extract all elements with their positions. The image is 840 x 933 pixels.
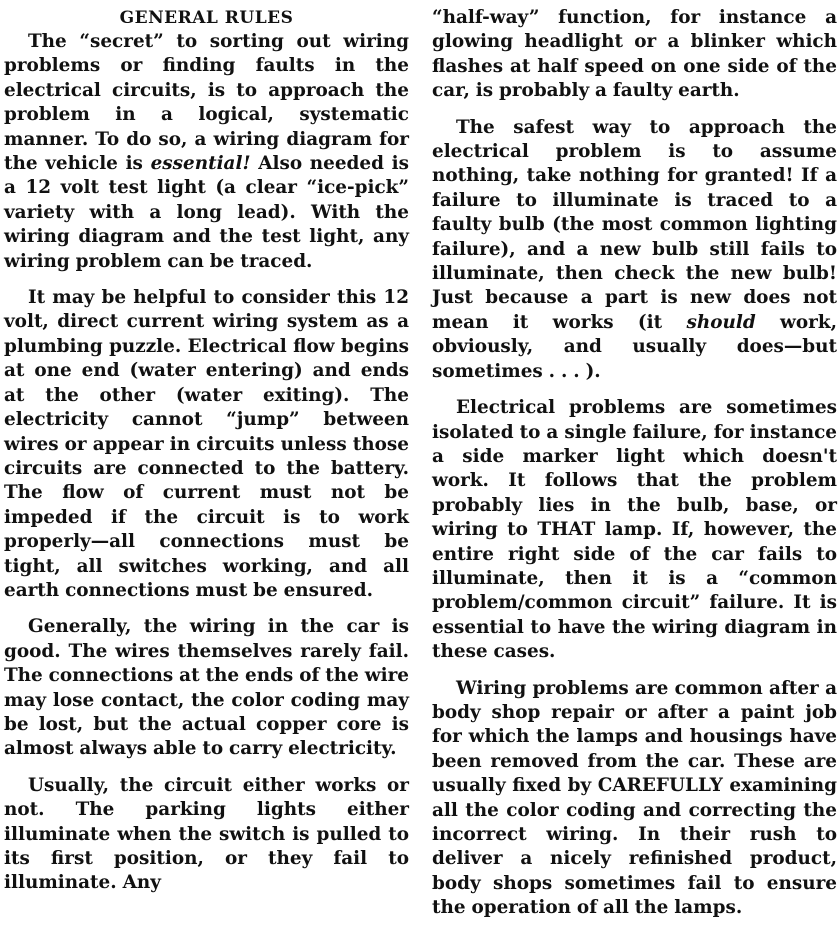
paragraph-text: Also needed is a 12 volt test light (a clear “ice-pick” variety with a long lead). With the wiring diagram and the test light, any wiring problem can be traced. (4, 153, 409, 272)
paragraph-body-shop: Wiring problems are common after a body shop repair or after a paint job for which the lamps and housings have been removed from the car. These are usually fixed by CAREFULLY examining all the color coding and correcting the incorrect wiring. In their rush to deliver a nicely refinished product, body shops sometimes fail to ensure the operation of all the lamps. (432, 677, 837, 919)
paragraph-text: The “secret” to sorting out wiring problems or finding faults in the electrical circuits, is to approach the problem in a logical, systematic manner. To do so, a wiring diagram for the vehicle is (4, 31, 409, 175)
paragraph-half-way: “half-way” function, for instance a glowing headlight or a blinker which flashes at half speed on one side of the car, is probably a faulty earth. (432, 7, 837, 102)
paragraph-text: work, obviously, and usually does—but sometimes . . . ). (432, 311, 837, 382)
paragraph-text: The safest way to approach the electrical problem is to assume nothing, take nothing for granted! If a failure to illuminate is traced to a faulty bulb (the most common lighting failure), and a new bulb still fails to illuminate, then check the new bulb! Just because a part is new does not mean it works (it (432, 116, 837, 333)
paragraph-wiring-good: Generally, the wiring in the car is good. The wires themselves rarely fail. The connections at the ends of the wire may lose contact, the color coding may be lost, but the actual copper core is almost always able to carry electricity. (4, 616, 409, 760)
paragraph-plumbing: It may be helpful to consider this 12 volt, direct current wiring system as a plumbing puzzle. Electrical flow begins at one end (water entering) and ends at the other (water exiting). The electricity cannot “jump” between wires or appear in circuits unless those circuits are connected to the battery. The flow of current must not be impeded if the circuit is to work properly—all connections must be tight, all switches working, and all earth connections must be ensured. (4, 287, 409, 601)
emphasis-text: should (686, 311, 756, 333)
paragraph-circuit-works: Usually, the circuit either works or not. The parking lights either illuminate when the switch is pulled to its first position, or they fail to illuminate. Any (4, 774, 409, 894)
paragraph-secret (4, 30, 409, 274)
right-column (432, 6, 837, 933)
emphasis-text: essential! (150, 153, 251, 175)
paragraph-safest-way (432, 116, 837, 384)
left-column (4, 6, 409, 908)
paragraph-isolated-failure: Electrical problems are sometimes isolated to a single failure, for instance a side marker light which doesn't work. It follows that the problem probably lies in the bulb, base, or wiring to THAT lamp. If, however, the entire right side of the car fails to illuminate, then it is a “common problem/common circuit” failure. It is essential to have the wiring diagram in these cases. (432, 397, 837, 663)
section-heading: GENERAL RULES (119, 8, 294, 28)
